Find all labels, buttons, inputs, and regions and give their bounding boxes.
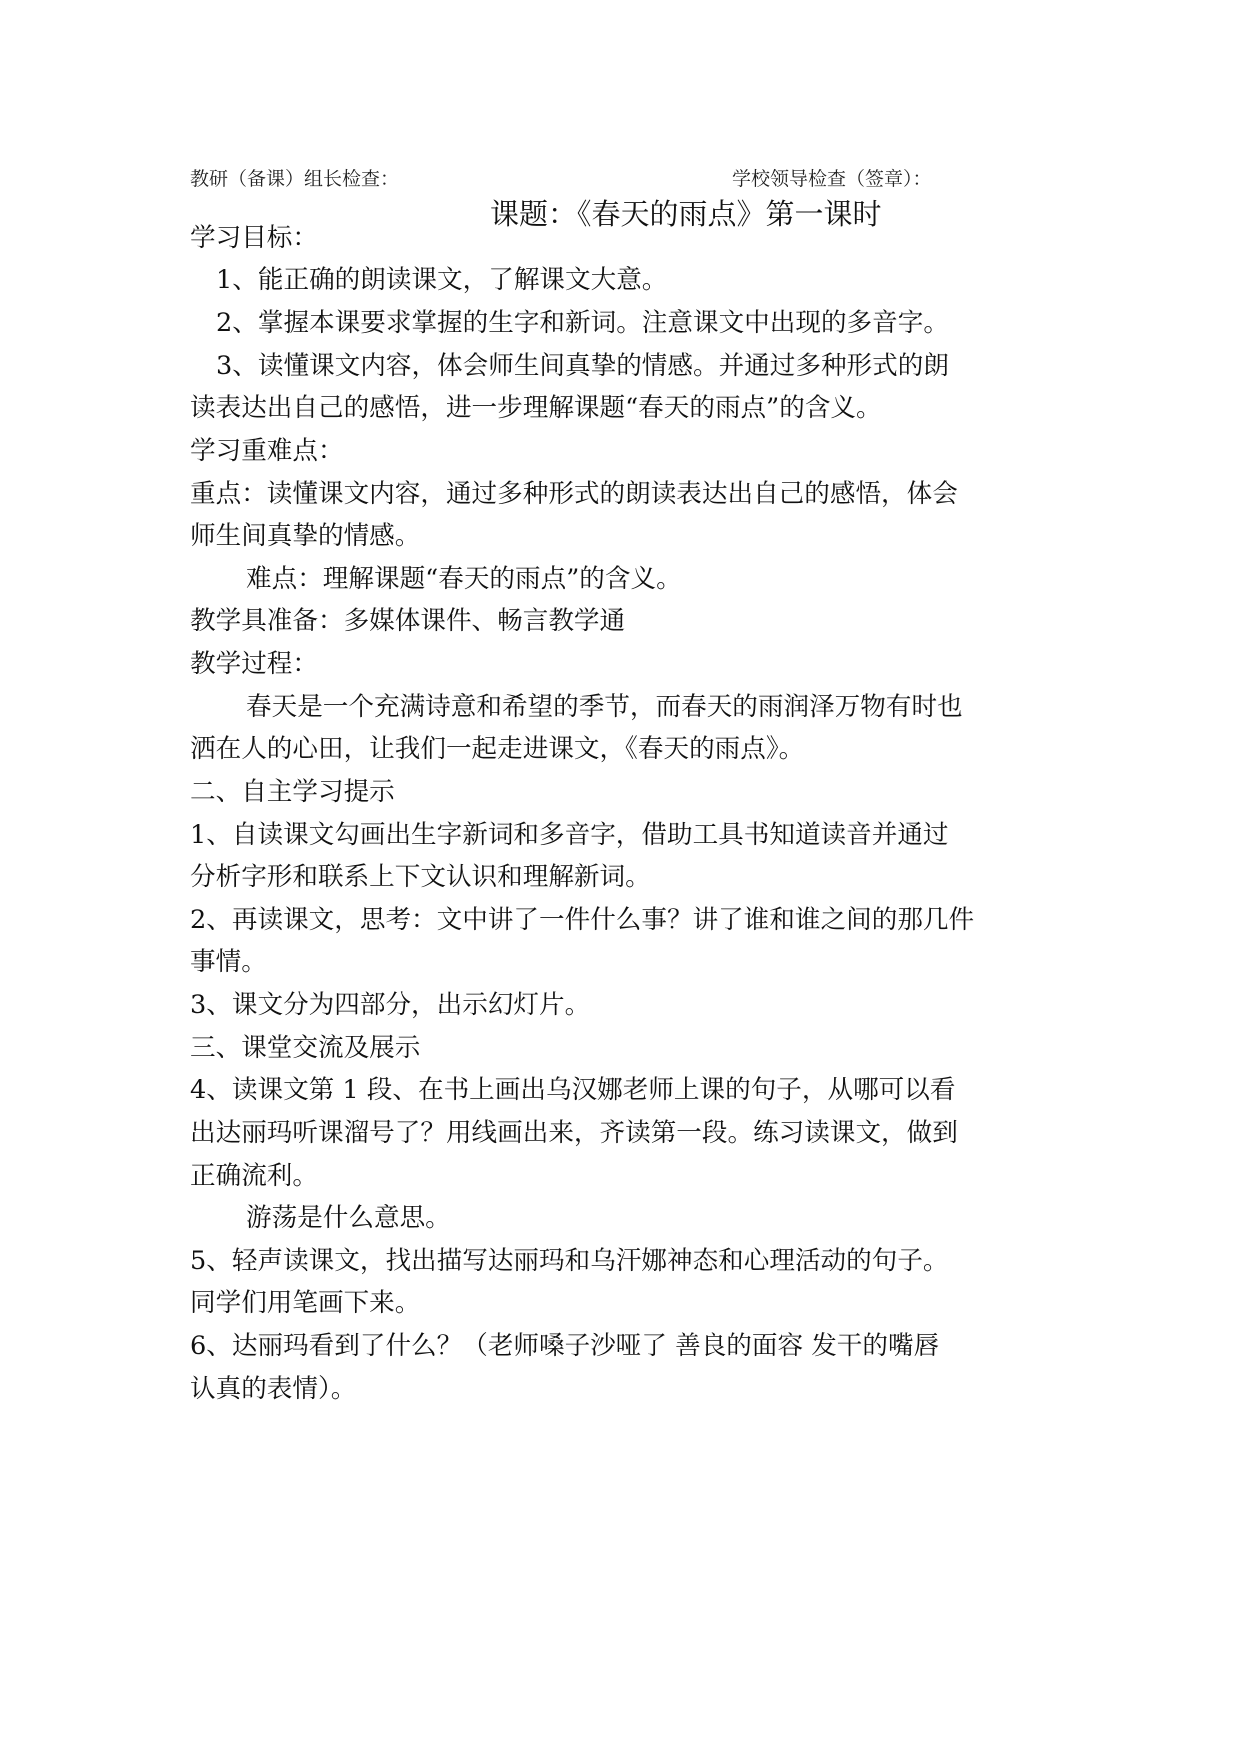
school-leader-check-label: 学校领导检查（签章）： <box>732 168 932 190</box>
section-heading-class-exchange: 三、课堂交流及展示 <box>190 1033 421 1063</box>
step-5-continued: 同学们用笔画下来。 <box>190 1288 421 1318</box>
step-6-continued: 认真的表情）。 <box>190 1374 357 1404</box>
section-heading-self-study: 二、自主学习提示 <box>190 777 395 807</box>
vocabulary-question: 游荡是什么意思。 <box>246 1203 451 1233</box>
section-heading-key-points: 学习重难点： <box>190 436 344 466</box>
key-point-continued: 师生间真挚的情感。 <box>190 521 421 551</box>
section-heading-process: 教学过程： <box>190 649 318 679</box>
key-point-line: 重点：读懂课文内容，通过多种形式的朗读表达出自己的感悟，体会 <box>190 479 958 509</box>
step-4: 4、读课文第 1 段、在书上画出乌汉娜老师上课的句子，从哪可以看 <box>190 1075 956 1105</box>
group-leader-check-label: 教研（备课）组长检查： <box>190 168 400 190</box>
objective-3: 3、读懂课文内容，体会师生间真挚的情感。并通过多种形式的朗 <box>216 351 949 381</box>
teaching-aids-line: 教学具准备：多媒体课件、畅言教学通 <box>190 606 626 636</box>
difficult-point-line: 难点：理解课题“春天的雨点”的含义。 <box>246 564 682 594</box>
intro-paragraph: 春天是一个充满诗意和希望的季节，而春天的雨润泽万物有时也 <box>246 692 963 722</box>
step-6: 6、达丽玛看到了什么？（老师嗓子沙哑了 善良的面容 发干的嘴唇 <box>190 1331 940 1361</box>
step-5: 5、轻声读课文，找出描写达丽玛和乌汗娜神态和心理活动的句子。 <box>190 1246 949 1276</box>
objective-3-continued: 读表达出自己的感悟，进一步理解课题“春天的雨点”的含义。 <box>190 393 882 423</box>
step-2-continued: 事情。 <box>190 947 267 977</box>
step-1-continued: 分析字形和联系上下文认识和理解新词。 <box>190 862 651 892</box>
step-4-continued-2: 正确流利。 <box>190 1161 318 1191</box>
step-1: 1、自读课文勾画出生字新词和多音字，借助工具书知道读音并通过 <box>190 820 949 850</box>
intro-paragraph-continued: 洒在人的心田，让我们一起走进课文，《春天的雨点》。 <box>190 734 805 764</box>
lesson-title: 课题：《春天的雨点》第一课时 <box>490 197 882 231</box>
section-heading-objectives: 学习目标： <box>190 223 318 253</box>
step-3: 3、课文分为四部分，出示幻灯片。 <box>190 990 591 1020</box>
objective-1: 1、能正确的朗读课文，了解课文大意。 <box>216 265 668 295</box>
step-4-continued-1: 出达丽玛听课溜号了？用线画出来，齐读第一段。练习读课文，做到 <box>190 1118 958 1148</box>
step-2: 2、再读课文，思考：文中讲了一件什么事？讲了谁和谁之间的那几件 <box>190 905 975 935</box>
objective-2: 2、掌握本课要求掌握的生字和新词。注意课文中出现的多音字。 <box>216 308 949 338</box>
